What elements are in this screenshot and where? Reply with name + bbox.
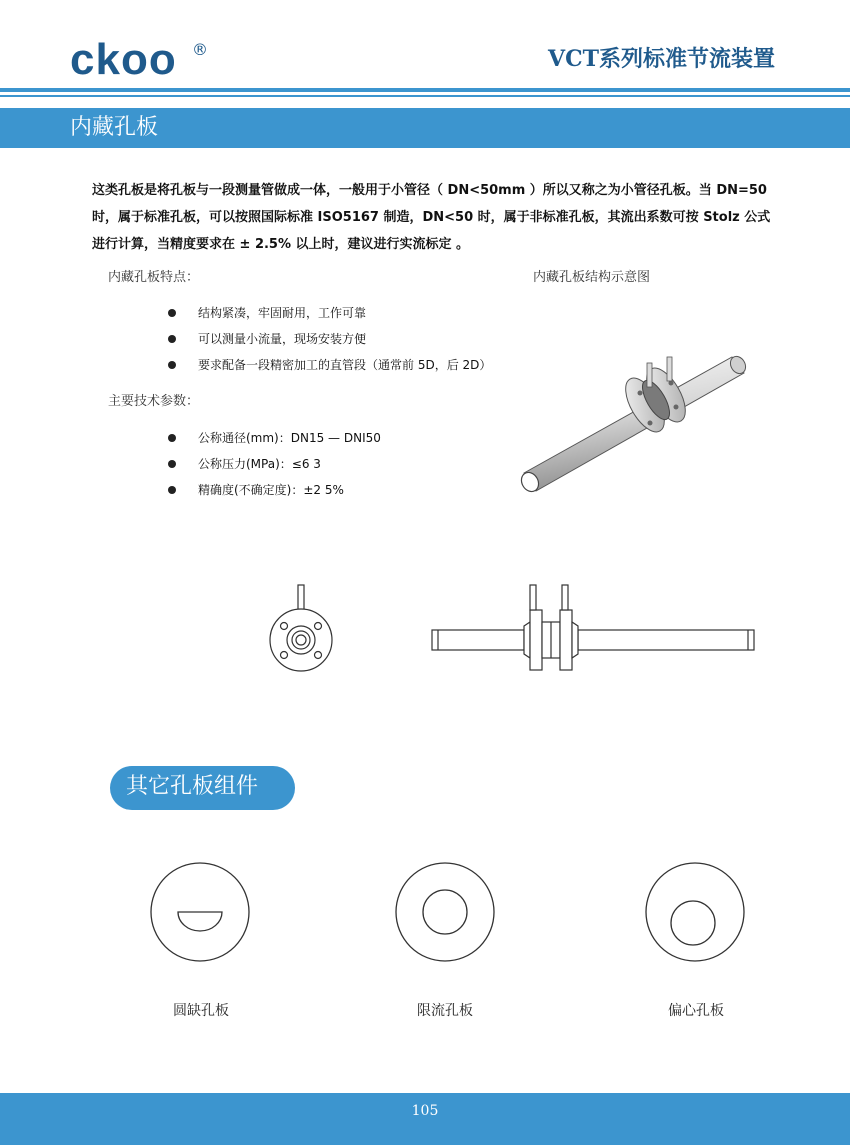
diagram-caption: 内藏孔板结构示意图 xyxy=(533,270,651,285)
intro-paragraph: 这类孔板是将孔板与一段测量管做成一体，一般用于小管径（ DN<50mm ）所以又称之为小管径孔板。当 DN=50 时，属于标准孔板，可以按照国际标准 ISO5167 制造，DN<50 时，属于非标准孔板，其流出系数可按 Stolz 公式进行计算，当精度要求在 ± 2.5% 以上时，建议进行实流标定 。 xyxy=(92,183,771,252)
eccentric-orifice-label: 偏心孔板 xyxy=(668,1003,724,1019)
params-heading: 主要技术参数： xyxy=(108,394,200,409)
restriction-orifice-label: 限流孔板 xyxy=(417,1003,473,1019)
list-item: 结构紧凑，牢固耐用，工作可靠 xyxy=(168,303,491,329)
page-number: 105 xyxy=(411,1103,439,1119)
segmental-orifice-drawing xyxy=(148,860,252,964)
segmental-orifice-label: 圆缺孔板 xyxy=(173,1003,229,1019)
orifice-3d-illustration xyxy=(500,345,760,515)
eccentric-orifice-drawing xyxy=(643,860,747,964)
registered-mark: ® xyxy=(192,40,208,59)
restriction-orifice-drawing xyxy=(393,860,497,964)
list-item: 精确度(不确定度)：±2 5% xyxy=(168,480,381,506)
list-item: 要求配备一段精密加工的直管段（通常前 5D，后 2D） xyxy=(168,355,491,381)
header-title: VCT系列标准节流装置 xyxy=(548,46,775,72)
brand-logo: ckoo xyxy=(70,35,177,84)
features-heading: 内藏孔板特点： xyxy=(108,270,200,285)
other-section-title: 其它孔板组件 xyxy=(126,774,259,799)
header-rule-thin xyxy=(0,95,850,97)
section-title: 内藏孔板 xyxy=(70,115,159,140)
list-item: 可以测量小流量，现场安装方便 xyxy=(168,329,491,355)
side-view-drawing xyxy=(430,582,760,674)
header-rule xyxy=(0,88,850,92)
features-list xyxy=(168,303,491,381)
list-item: 公称压力(MPa)：≤6 3 xyxy=(168,454,381,480)
footer-bar xyxy=(0,1093,850,1145)
params-list xyxy=(168,428,381,506)
front-view-drawing xyxy=(266,582,338,682)
list-item: 公称通径(mm)：DN15 — DNI50 xyxy=(168,428,381,454)
